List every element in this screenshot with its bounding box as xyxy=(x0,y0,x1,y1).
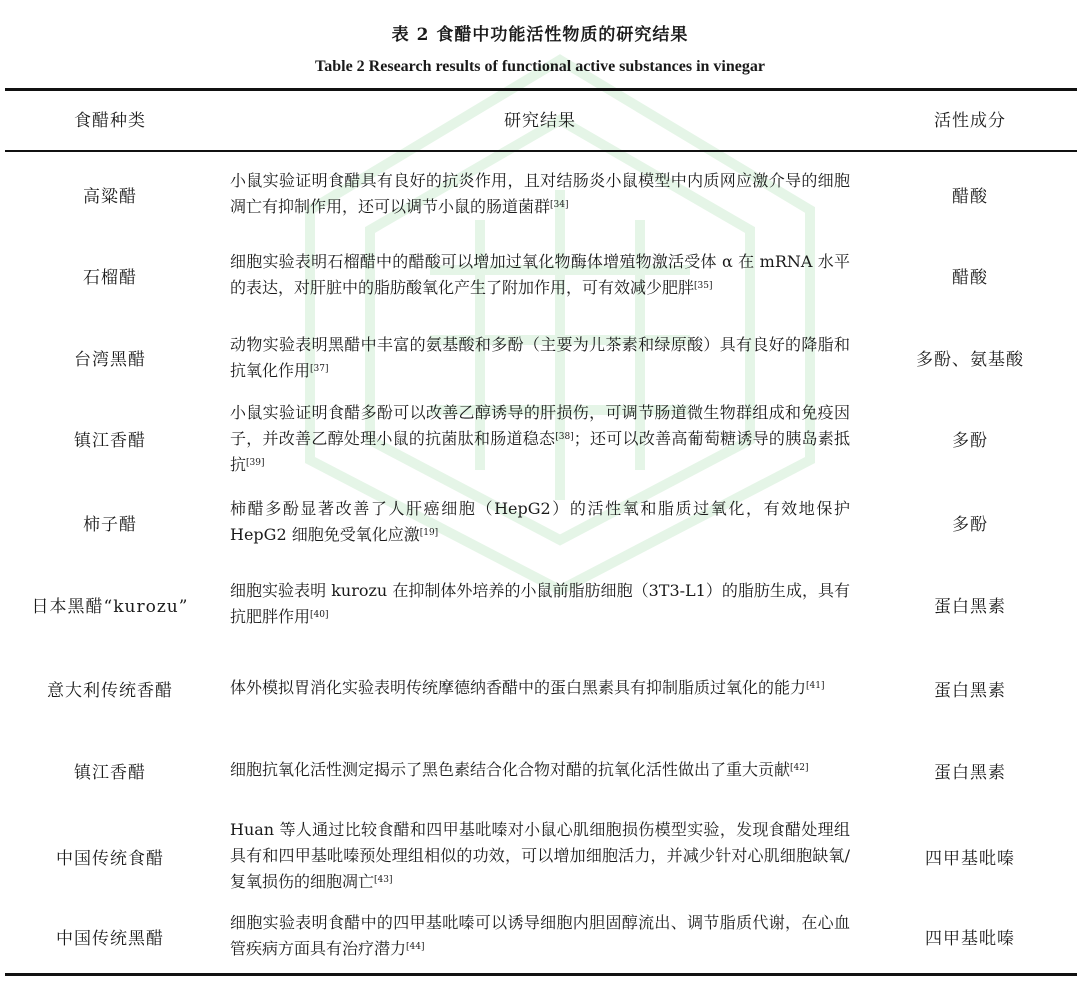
table-caption-cn: 表 2 食醋中功能活性物质的研究结果 xyxy=(391,25,689,45)
vinegar-type-cell: 中国传统食醋 xyxy=(56,848,164,869)
research-result-cell xyxy=(230,491,850,553)
citation-ref: [44] xyxy=(406,942,425,952)
table-row xyxy=(0,163,1080,225)
vinegar-type-cell: 台湾黑醋 xyxy=(74,350,146,370)
vinegar-type-cell: 中国传统黑醋 xyxy=(56,928,164,949)
header-active-ingredient: 活性成分 xyxy=(934,111,1006,131)
table-row xyxy=(0,738,1080,802)
header-vinegar-type: 食醋种类 xyxy=(74,111,146,131)
active-ingredient-cell: 蛋白黑素 xyxy=(934,762,1006,783)
table-row xyxy=(0,329,1080,386)
result-text: 细胞实验表明 kurozu 在抑制体外培养的小鼠前脂肪细胞（3T3-L1）的脂肪生成，具有抗肥胖作用 xyxy=(230,581,850,626)
result-text: 体外模拟胃消化实验表明传统摩德纳香醋中的蛋白黑素具有抑制脂质过氧化的能力 xyxy=(230,678,807,697)
result-text: Huan 等人通过比较食醋和四甲基吡嗪对小鼠心肌细胞损伤模型实验，发现食醋处理组具有和四甲基吡嗪预处理组相似的功效，可以增加细胞活力，并减少针对心肌细胞缺氧/复氧损伤的细胞凋亡 xyxy=(230,820,850,891)
citation-ref: [34] xyxy=(550,200,569,210)
result-text-continued: ；还可以改善高葡萄糖诱导的胰岛素抵抗 xyxy=(230,428,850,474)
research-result-cell xyxy=(230,329,850,386)
table-row xyxy=(0,810,1080,902)
table-row xyxy=(0,397,1080,480)
active-ingredient-cell: 多酚 xyxy=(952,514,988,535)
active-ingredient-cell: 醋酸 xyxy=(952,267,988,288)
table-row xyxy=(0,491,1080,553)
vinegar-type-cell: 镇江香醋 xyxy=(74,431,146,451)
table-bottom-rule xyxy=(5,973,1077,976)
research-result-cell xyxy=(230,163,850,225)
citation-ref: [42] xyxy=(790,763,809,773)
vinegar-type-cell: 意大利传统香醋 xyxy=(47,680,173,701)
table-row xyxy=(0,572,1080,636)
header-research-result: 研究结果 xyxy=(504,111,576,131)
research-result-cell xyxy=(230,235,850,315)
research-result-cell xyxy=(230,810,850,902)
table-row xyxy=(0,656,1080,720)
active-ingredient-cell: 四甲基吡嗪 xyxy=(925,848,1015,869)
vinegar-type-cell: 日本黑醋“kurozu” xyxy=(31,596,189,617)
research-result-cell xyxy=(230,397,850,480)
research-result-cell xyxy=(230,905,850,967)
active-ingredient-cell: 多酚 xyxy=(952,431,988,451)
vinegar-type-cell: 高粱醋 xyxy=(83,186,137,207)
active-ingredient-cell: 四甲基吡嗪 xyxy=(925,928,1015,949)
active-ingredient-cell: 蛋白黑素 xyxy=(934,680,1006,701)
research-result-cell xyxy=(230,572,850,636)
citation-ref: [19] xyxy=(419,528,439,538)
result-text: 细胞实验表明石榴醋中的醋酸可以增加过氧化物酶体增殖物激活受体 α 在 mRNA 水平的表达，对肝脏中的脂肪酸氧化产生了附加作用，可有效减少肥胖 xyxy=(230,252,850,297)
table-header-rule xyxy=(5,150,1077,152)
citation-ref: [38] xyxy=(555,431,574,442)
result-text: 柿醋多酚显著改善了人肝癌细胞（HepG2）的活性氧和脂质过氧化，有效地保护 HepG2 细胞免受氧化应激 xyxy=(230,499,850,544)
citation-ref: [43] xyxy=(374,875,393,885)
vinegar-type-cell: 柿子醋 xyxy=(83,514,137,535)
citation-ref: [40] xyxy=(310,610,329,620)
citation-ref: [41] xyxy=(806,681,825,691)
result-text: 动物实验表明黑醋中丰富的氨基酸和多酚（主要为儿茶素和绿原酸）具有良好的降脂和抗氧化作用 xyxy=(230,334,850,380)
active-ingredient-cell: 醋酸 xyxy=(952,186,988,207)
vinegar-type-cell: 石榴醋 xyxy=(83,267,137,288)
result-text: 细胞抗氧化活性测定揭示了黑色素结合化合物对醋的抗氧化活性做出了重大贡献 xyxy=(230,760,791,779)
citation-ref: [39] xyxy=(246,457,265,468)
research-result-cell xyxy=(230,738,850,802)
table-row xyxy=(0,235,1080,315)
table-top-rule xyxy=(5,88,1077,91)
result-text: 小鼠实验证明食醋具有良好的抗炎作用，且对结肠炎小鼠模型中内质网应激介导的细胞凋亡有抑制作用，还可以调节小鼠的肠道菌群 xyxy=(230,171,850,216)
research-result-cell xyxy=(230,656,850,720)
result-text: 细胞实验表明食醋中的四甲基吡嗪可以诱导细胞内胆固醇流出、调节脂质代谢，在心血管疾病方面具有治疗潜力 xyxy=(230,913,850,958)
citation-ref: [37] xyxy=(310,363,329,374)
result-text: 小鼠实验证明食醋多酚可以改善乙醇诱导的肝损伤，可调节肠道微生物群组成和免疫因子，并改善乙醇处理小鼠的抗菌肽和肠道稳态 xyxy=(230,402,850,448)
vinegar-type-cell: 镇江香醋 xyxy=(74,762,146,783)
citation-ref: [35] xyxy=(694,281,713,291)
table-row xyxy=(0,905,1080,967)
active-ingredient-cell: 多酚、氨基酸 xyxy=(916,350,1024,370)
active-ingredient-cell: 蛋白黑素 xyxy=(934,596,1006,617)
table-caption-en: Table 2 Research results of functional active substances in vinegar xyxy=(315,58,765,75)
